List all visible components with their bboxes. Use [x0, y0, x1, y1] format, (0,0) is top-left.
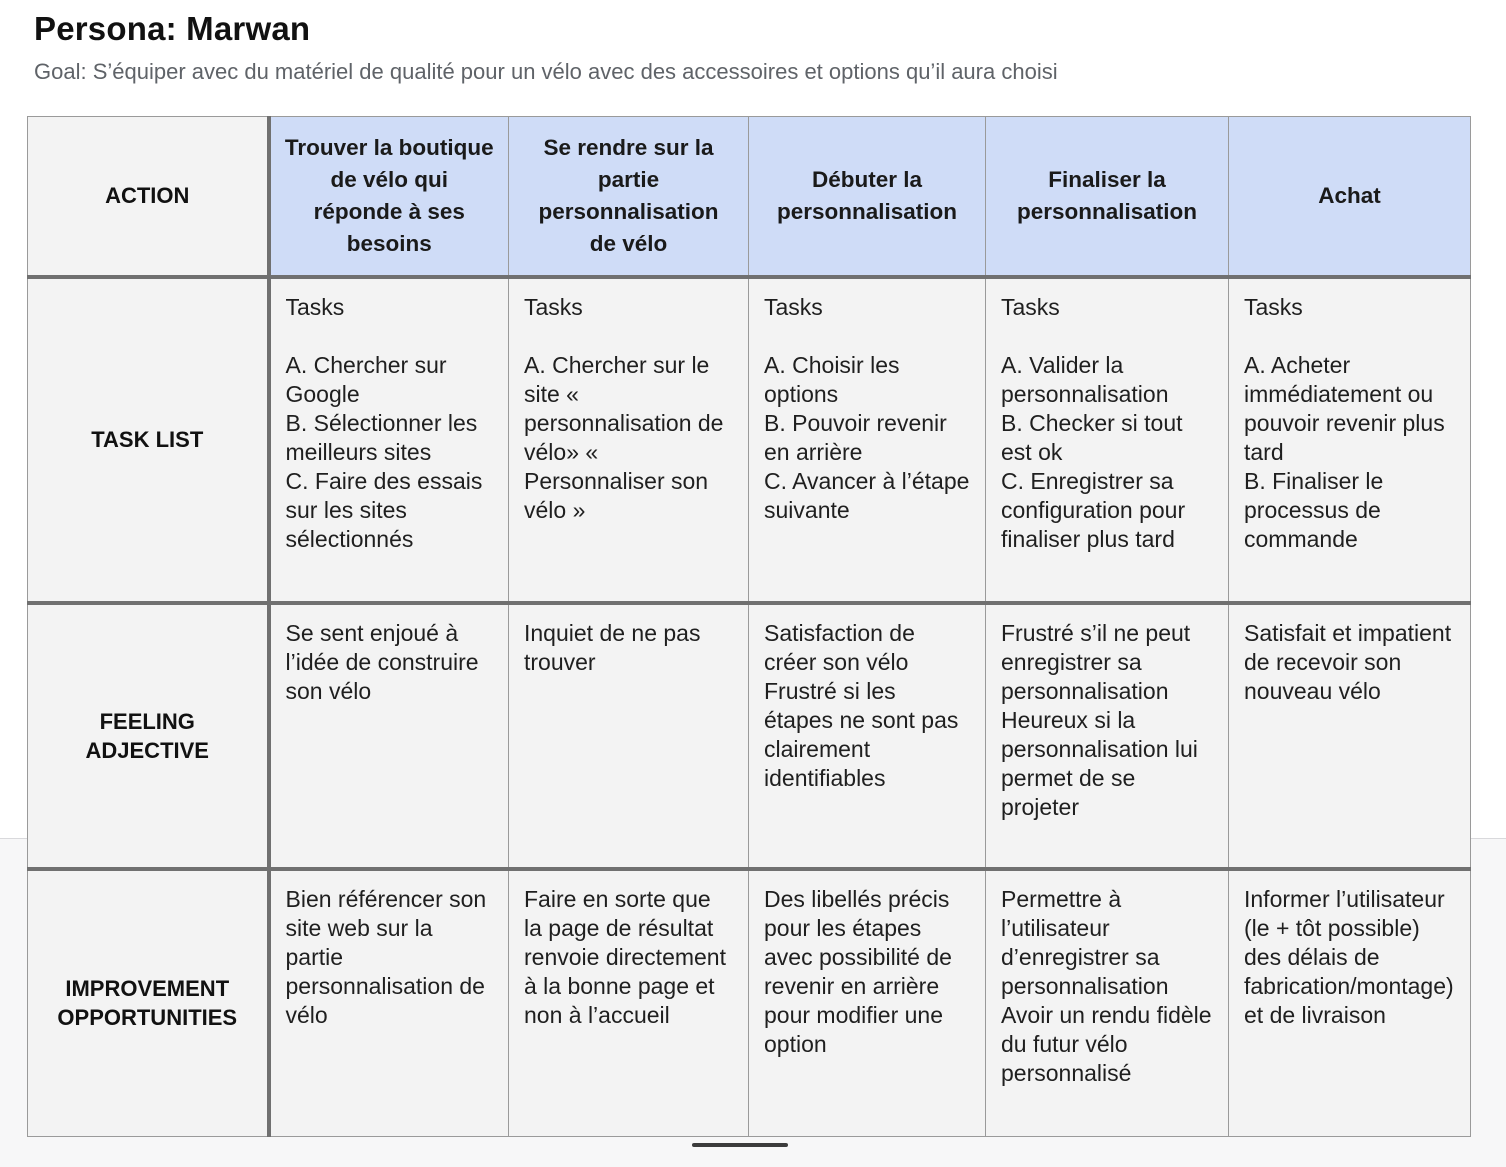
task-cell-purchase: Tasks A. Acheter immédiatement ou pouvoir revenir plus tard B. Finaliser le processus de commande [1229, 277, 1471, 603]
feeling-cell-finish-customization: Frustré s’il ne peut enregistrer sa personnalisation Heureux si la personnalisation lui permet de se projeter [986, 603, 1229, 869]
stage-header-start-customization: Débuter la personnalisation [749, 117, 986, 277]
improvement-row [28, 869, 1471, 1137]
stage-header-finish-customization: Finaliser la personnalisation [986, 117, 1229, 277]
row-label-action: ACTION [28, 117, 269, 277]
persona-title: Persona: Marwan [34, 10, 311, 47]
stage-header-find-shop: Trouver la boutique de vélo qui réponde à ses besoins [269, 117, 509, 277]
feeling-cell-go-to-customization: Inquiet de ne pas trouver [509, 603, 749, 869]
stage-header-purchase: Achat [1229, 117, 1471, 277]
feeling-cell-find-shop: Se sent enjoué à l’idée de construire son vélo [269, 603, 509, 869]
row-label-feeling: FEELING ADJECTIVE [28, 603, 269, 869]
feeling-cell-start-customization: Satisfaction de créer son vélo Frustré si les étapes ne sont pas clairement identifiables [749, 603, 986, 869]
row-label-task-list: TASK LIST [28, 277, 269, 603]
persona-goal: Goal: S’équiper avec du matériel de qualité pour un vélo avec des accessoires et options qu’il aura choisi [34, 59, 1058, 84]
stage-header-go-to-customization: Se rendre sur la partie personnalisation de vélo [509, 117, 749, 277]
feeling-row [28, 603, 1471, 869]
action-row [28, 117, 1471, 277]
feeling-cell-purchase: Satisfait et impatient de recevoir son nouveau vélo [1229, 603, 1471, 869]
row-label-improvement: IMPROVEMENT OPPORTUNITIES [28, 869, 269, 1137]
task-cell-go-to-customization: Tasks A. Chercher sur le site « personnalisation de vélo» « Personnaliser son vélo » [509, 277, 749, 603]
task-cell-finish-customization: Tasks A. Valider la personnalisation B. Checker si tout est ok C. Enregistrer sa configuration pour finaliser plus tard [986, 277, 1229, 603]
improvement-cell-purchase: Informer l’utilisateur (le + tôt possible) des délais de fabrication/montage) et de livraison [1229, 869, 1471, 1137]
improvement-cell-finish-customization: Permettre à l’utilisateur d’enregistrer sa personnalisation Avoir un rendu fidèle du futur vélo personnalisé [986, 869, 1229, 1137]
improvement-cell-go-to-customization: Faire en sorte que la page de résultat renvoie directement à la bonne page et non à l’accueil [509, 869, 749, 1137]
scroll-handle[interactable] [692, 1143, 788, 1147]
improvement-cell-start-customization: Des libellés précis pour les étapes avec possibilité de revenir en arrière pour modifier une option [749, 869, 986, 1137]
task-cell-find-shop: Tasks A. Chercher sur Google B. Sélectionner les meilleurs sites C. Faire des essais sur les sites sélectionnés [269, 277, 509, 603]
task-cell-start-customization: Tasks A. Choisir les options B. Pouvoir revenir en arrière C. Avancer à l’étape suivante [749, 277, 986, 603]
task-list-row [28, 277, 1471, 603]
journey-map-table [27, 116, 1471, 1137]
improvement-cell-find-shop: Bien référencer son site web sur la partie personnalisation de vélo [269, 869, 509, 1137]
